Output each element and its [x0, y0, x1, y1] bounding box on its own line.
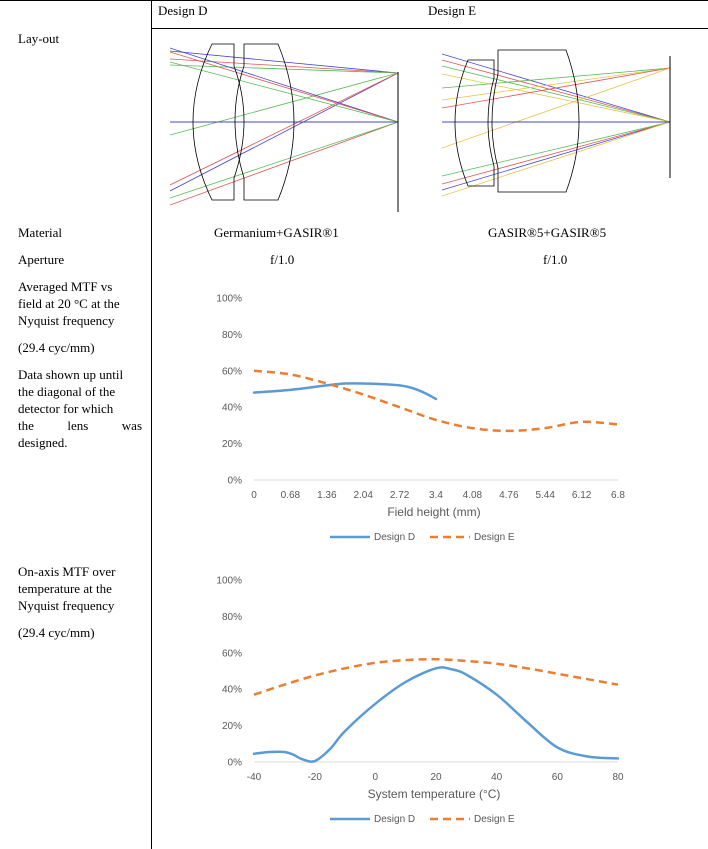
material-design-d: Germanium+GASIR®1: [214, 225, 339, 240]
table-top-rule: [0, 0, 708, 1]
row-label-layout: Lay-out: [18, 31, 60, 46]
x-tick-label: -20: [307, 772, 322, 783]
y-tick-label: 20%: [221, 439, 242, 451]
x-tick-label: 0: [372, 772, 379, 783]
design-e-lens-layout: [442, 48, 678, 200]
mtf-field-note: [18, 366, 142, 451]
mtf-temp-frequency: (29.4 cyc/mm): [18, 625, 95, 640]
aperture-design-e: f/1.0: [543, 252, 568, 267]
x-tick-label: 4.76: [499, 490, 519, 501]
x-tick-label: 60: [551, 772, 563, 783]
y-tick-label: 40%: [221, 684, 242, 696]
x-tick-label: 1.36: [317, 490, 337, 501]
x-tick-label: 80: [612, 772, 624, 783]
x-tick-label: 0.68: [280, 490, 301, 501]
legend-label: Design E: [474, 814, 515, 825]
material-design-e: GASIR®5+GASIR®5: [488, 225, 607, 240]
design-d-lens-layout: [170, 40, 406, 212]
x-tick-label: 6.8: [611, 490, 625, 501]
mtf-field-label-line: field at 20 °C at the: [18, 296, 120, 311]
table-column-divider: [151, 0, 152, 849]
y-tick-label: 0%: [227, 757, 242, 769]
y-tick-label: 20%: [221, 721, 242, 733]
mtf-field-label-line: Nyquist frequency: [18, 313, 115, 328]
mtf-field-note-line: [18, 417, 142, 434]
x-tick-label: 4.08: [462, 490, 483, 501]
y-tick-label: 60%: [221, 366, 242, 378]
x-tick-label: 3.4: [429, 490, 443, 501]
y-tick-label: 0%: [227, 475, 242, 487]
header-design-e: Design E: [428, 3, 477, 18]
x-tick-label: 20: [430, 772, 442, 783]
x-axis-title: Field height (mm): [387, 505, 481, 519]
mtf-field-note-line: Data shown up until: [18, 367, 124, 382]
series-line-design-d: [254, 383, 436, 399]
note-word: lens: [67, 418, 89, 433]
legend-label: Design D: [374, 814, 416, 825]
series-line-design-e: [254, 659, 618, 695]
note-word: the: [18, 418, 34, 433]
mtf-temp-label-line: On-axis MTF over: [18, 564, 116, 579]
x-tick-label: 0: [251, 490, 257, 501]
header-design-d: Design D: [158, 3, 208, 18]
x-tick-label: -40: [246, 772, 262, 783]
aperture-design-d: f/1.0: [270, 252, 295, 267]
y-tick-label: 100%: [216, 293, 242, 305]
y-tick-label: 80%: [221, 329, 242, 341]
x-tick-label: 6.12: [571, 490, 592, 501]
y-tick-label: 80%: [221, 611, 242, 623]
row-label-aperture: Aperture: [18, 252, 65, 267]
x-tick-label: 2.04: [353, 490, 373, 501]
mtf-field-note-line: designed.: [18, 435, 68, 450]
mtf-temp-label-line: Nyquist frequency: [18, 598, 115, 613]
row-label-mtf-field: [18, 278, 142, 329]
mtf-field-note-line: detector for which: [18, 401, 114, 416]
legend-label: Design D: [374, 532, 416, 543]
mtf-field-label-line: Averaged MTF vs: [18, 279, 113, 294]
note-word: was: [121, 418, 142, 433]
mtf-vs-field-chart: [200, 286, 640, 556]
y-tick-label: 60%: [221, 648, 242, 660]
series-line-design-d: [254, 667, 618, 761]
series-line-design-e: [254, 371, 618, 431]
y-tick-label: 100%: [216, 575, 242, 587]
x-tick-label: 2.72: [389, 490, 410, 501]
y-tick-label: 40%: [221, 402, 242, 414]
x-tick-label: 5.44: [535, 490, 555, 501]
mtf-field-frequency: (29.4 cyc/mm): [18, 340, 95, 355]
row-label-material: Material: [18, 225, 63, 240]
x-axis-title: System temperature (°C): [367, 787, 501, 801]
mtf-field-note-line: the diagonal of the: [18, 384, 116, 399]
mtf-vs-temperature-chart: [200, 568, 640, 838]
legend-label: Design E: [474, 532, 515, 543]
header-bottom-rule: [152, 28, 708, 29]
mtf-temp-label-line: temperature at the: [18, 581, 112, 596]
row-label-mtf-temp: [18, 563, 142, 614]
x-tick-label: 40: [491, 772, 503, 783]
